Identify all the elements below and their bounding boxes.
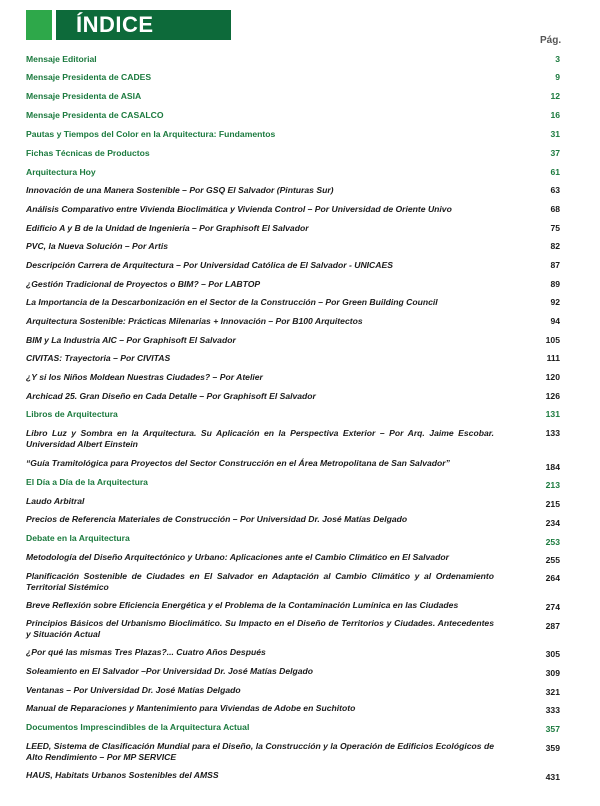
toc-entry-page: 274 (545, 602, 560, 612)
toc-article-entry[interactable] (26, 600, 560, 613)
toc-entry-page: 126 (545, 391, 560, 401)
toc-entry-page: 321 (545, 687, 560, 697)
toc-article-entry[interactable] (26, 703, 560, 716)
toc-entry-title: Mensaje Presidenta de CASALCO (26, 110, 164, 120)
toc-entry-page: 31 (550, 129, 560, 139)
toc-entry-page: 213 (545, 480, 560, 490)
toc-section-entry[interactable] (26, 167, 560, 178)
toc-section-entry[interactable] (26, 72, 560, 83)
toc-entry-title: Planificación Sostenible de Ciudades en El Salvador en Adaptación al Cambio Climático y al Ordenamiento Territorial Sistémico (26, 571, 494, 592)
toc-entry-title: Mensaje Presidenta de CADES (26, 72, 152, 82)
toc-article-entry[interactable] (26, 571, 560, 592)
toc-entry-page: 234 (545, 518, 560, 528)
toc-entry-title: CIVITAS: Trayectoria – Por CIVITAS (26, 353, 171, 363)
toc-article-entry[interactable] (26, 223, 560, 234)
toc-article-entry[interactable] (26, 391, 560, 402)
toc-entry-title: Metodología del Diseño Arquitectónico y Urbano: Aplicaciones ante el Cambio Climático en El Salvador (26, 552, 449, 562)
toc-entry-page: 253 (545, 537, 560, 547)
toc-entry-page: 287 (545, 621, 560, 631)
header-accent-square (26, 10, 52, 40)
toc-entry-page: 37 (550, 148, 560, 158)
toc-entry-title: Mensaje Editorial (26, 54, 97, 64)
toc-article-entry[interactable] (26, 428, 560, 449)
toc-entry-page: 133 (545, 428, 560, 438)
toc-entry-title: Libro Luz y Sombra en la Arquitectura. Su Aplicación en la Perspectiva Exterior – Por Arq. Jaime Escobar. Universidad Albert Einstein (26, 428, 494, 449)
toc-article-entry[interactable] (26, 204, 560, 215)
toc-entry-title: Pautas y Tiempos del Color en la Arquitectura: Fundamentos (26, 129, 276, 139)
toc-entry-title: ¿Gestión Tradicional de Proyectos o BIM? – Por LABTOP (26, 279, 261, 289)
toc-article-entry[interactable] (26, 666, 560, 679)
toc-entry-title: Edificio A y B de la Unidad de Ingeniería – Por Graphisoft El Salvador (26, 223, 309, 233)
toc-article-entry[interactable] (26, 353, 560, 364)
toc-entry-page: 3 (555, 54, 560, 64)
toc-entry-page: 75 (550, 223, 560, 233)
toc-entry-page: 255 (545, 555, 560, 565)
toc-section-entry[interactable] (26, 148, 560, 159)
toc-entry-page: 264 (545, 573, 560, 583)
toc-entry-page: 305 (545, 649, 560, 659)
toc-entry-page: 215 (545, 499, 560, 509)
toc-entry-title: Precios de Referencia Materiales de Construcción – Por Universidad Dr. José Matías Delgado (26, 514, 408, 524)
toc-entry-page: 111 (546, 353, 560, 363)
toc-entry-title: La Importancia de la Descarbonización en el Sector de la Construcción – Por Green Building Council (26, 297, 438, 307)
toc-entry-title: Archicad 25. Gran Diseño en Cada Detalle – Por Graphisoft El Salvador (26, 391, 316, 401)
toc-entry-page: 82 (550, 241, 560, 251)
toc-entry-title: ¿Por qué las mismas Tres Plazas?... Cuatro Años Después (26, 647, 266, 657)
toc-article-entry[interactable] (26, 618, 560, 639)
toc-section-entry[interactable] (26, 477, 560, 491)
toc-article-entry[interactable] (26, 458, 560, 473)
toc-section-entry[interactable] (26, 129, 560, 140)
toc-article-entry[interactable] (26, 279, 560, 290)
toc-article-entry[interactable] (26, 770, 560, 783)
toc-entry-title: Arquitectura Sostenible: Prácticas Milenarias + Innovación – Por B100 Arquitectos (26, 316, 363, 326)
toc-entry-page: 12 (550, 91, 560, 101)
toc-entry-page: 87 (550, 260, 560, 270)
toc-entry-page: 184 (545, 462, 560, 472)
toc-entry-title: Soleamiento en El Salvador –Por Universidad Dr. José Matías Delgado (26, 666, 314, 676)
toc-entry-page: 68 (550, 204, 560, 214)
toc-entry-title: Análisis Comparativo entre Vivienda Bioclimática y Vivienda Control – Por Universidad de Oriente Univo (26, 204, 452, 214)
toc-entry-page: 9 (555, 72, 560, 82)
toc-article-entry[interactable] (26, 552, 560, 566)
toc-entry-title: Laudo Arbitral (26, 496, 85, 506)
toc-article-entry[interactable] (26, 185, 560, 196)
toc-entry-page: 92 (550, 297, 560, 307)
toc-entry-title: BIM y La Industria AIC – Por Graphisoft El Salvador (26, 335, 236, 345)
toc-entry-title: “Guía Tramitológica para Proyectos del Sector Construcción en el Área Metropolitana de San Salvador” (26, 458, 450, 468)
toc-entry-title: El Día a Día de la Arquitectura (26, 477, 148, 487)
index-title: ÍNDICE (56, 10, 231, 40)
toc-article-entry[interactable] (26, 372, 560, 383)
toc-entry-title: HAUS, Habitats Urbanos Sostenibles del AMSS (26, 770, 219, 780)
toc-entry-title: Fichas Técnicas de Productos (26, 148, 150, 158)
toc-article-entry[interactable] (26, 335, 560, 346)
toc-entry-page: 89 (550, 279, 560, 289)
toc-entry-title: Descripción Carrera de Arquitectura – Por Universidad Católica de El Salvador - UNICAES (26, 260, 393, 270)
toc-article-entry[interactable] (26, 647, 560, 660)
toc-entry-title: Ventanas – Por Universidad Dr. José Matías Delgado (26, 685, 241, 695)
toc-entry-title: Manual de Reparaciones y Mantenimiento para Viviendas de Adobe en Suchitoto (26, 703, 356, 713)
toc-entry-page: 94 (550, 316, 560, 326)
toc-entry-page: 131 (545, 409, 560, 419)
toc-section-entry[interactable] (26, 409, 560, 420)
toc-entry-page: 63 (550, 185, 560, 195)
toc-article-entry[interactable] (26, 260, 560, 271)
toc-entry-page: 16 (550, 110, 560, 120)
toc-article-entry[interactable] (26, 241, 560, 252)
toc-entry-page: 61 (550, 167, 560, 177)
toc-article-entry[interactable] (26, 496, 560, 510)
toc-entry-title: ¿Y si los Niños Moldean Nuestras Ciudades? – Por Atelier (26, 372, 263, 382)
toc-section-entry[interactable] (26, 533, 560, 548)
toc-article-entry[interactable] (26, 316, 560, 327)
toc-entry-title: Arquitectura Hoy (26, 167, 96, 177)
toc-section-entry[interactable] (26, 91, 560, 102)
toc-entry-title: Documentos Imprescindibles de la Arquitectura Actual (26, 722, 250, 732)
toc-entry-title: Mensaje Presidenta de ASIA (26, 91, 142, 101)
toc-entry-page: 357 (545, 724, 560, 734)
toc-article-entry[interactable] (26, 685, 560, 698)
toc-entry-title: Breve Reflexión sobre Eficiencia Energética y el Problema de la Contaminación Lumínica en las Ciudades (26, 600, 459, 610)
toc-entry-page: 105 (545, 335, 560, 345)
toc-entry-page: 359 (545, 743, 560, 753)
toc-entry-title: Debate en la Arquitectura (26, 533, 130, 543)
toc-entry-page: 120 (545, 372, 560, 382)
toc-entry-title: LEED, Sistema de Clasificación Mundial para el Diseño, la Construcción y la Operación de Edificios Ecológicos de Alto Rendimiento – Por MP SERVICE (26, 741, 494, 762)
toc-entry-title: Principios Básicos del Urbanismo Bioclimático. Su Impacto en el Diseño de Territorios y Ciudades. Antecedentes y Situación Actual (26, 618, 494, 639)
page-column-label: Pág. (540, 35, 562, 46)
toc-entry-page: 333 (545, 705, 560, 715)
toc-article-entry[interactable] (26, 741, 560, 762)
toc-section-entry[interactable] (26, 54, 560, 65)
toc-entry-page: 431 (545, 772, 560, 782)
toc-entry-page: 309 (545, 668, 560, 678)
toc-entry-title: Libros de Arquitectura (26, 409, 118, 419)
toc-entry-title: Innovación de una Manera Sostenible – Por GSQ El Salvador (Pinturas Sur) (26, 185, 334, 195)
toc-section-entry[interactable] (26, 110, 560, 121)
toc-section-entry[interactable] (26, 722, 560, 735)
toc-entry-title: PVC, la Nueva Solución – Por Artis (26, 241, 168, 251)
toc-article-entry[interactable] (26, 297, 560, 308)
toc-article-entry[interactable] (26, 514, 560, 529)
